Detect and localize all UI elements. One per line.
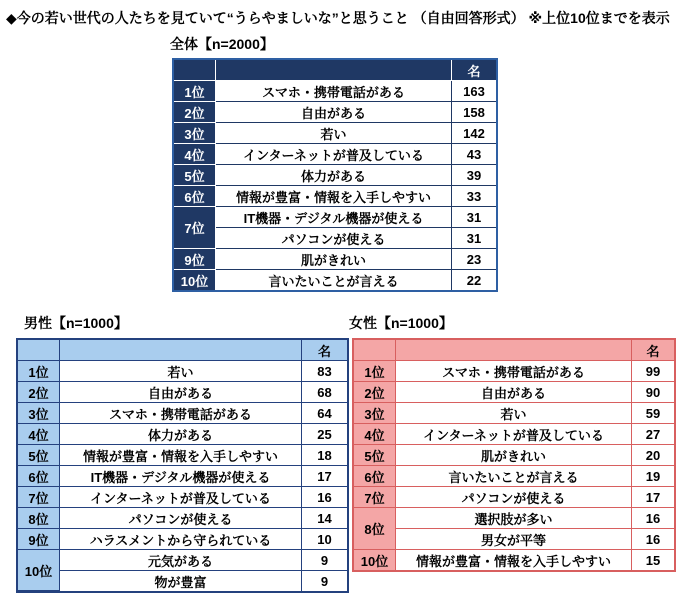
item-cell: スマホ・携帯電話がある <box>60 403 302 424</box>
rank-cell: 4位 <box>18 424 60 445</box>
table-row <box>354 445 674 466</box>
count-cell: 10 <box>302 529 347 550</box>
item-cell: パソコンが使える <box>60 508 302 529</box>
table-row <box>174 228 496 249</box>
table-row <box>354 529 674 550</box>
item-cell: 肌がきれい <box>216 249 452 270</box>
female-table-label: 女性【n=1000】 <box>349 315 453 331</box>
count-cell: 19 <box>632 466 674 487</box>
table-row <box>354 508 674 529</box>
count-cell: 17 <box>302 466 347 487</box>
table-row <box>354 466 674 487</box>
count-cell: 99 <box>632 361 674 382</box>
count-cell: 90 <box>632 382 674 403</box>
count-cell: 9 <box>302 571 347 591</box>
count-cell: 64 <box>302 403 347 424</box>
table-header-row <box>174 60 496 81</box>
table-row <box>18 445 347 466</box>
rank-cell: 4位 <box>354 424 396 445</box>
item-header-cell <box>60 340 302 361</box>
count-cell: 27 <box>632 424 674 445</box>
table-row <box>174 123 496 144</box>
male-table <box>16 338 349 593</box>
item-cell: 体力がある <box>216 165 452 186</box>
rank-cell: 2位 <box>354 382 396 403</box>
item-cell: IT機器・デジタル機器が使える <box>60 466 302 487</box>
count-cell: 33 <box>452 186 496 207</box>
count-cell: 15 <box>632 550 674 570</box>
rank-cell: 4位 <box>174 144 216 165</box>
count-cell: 68 <box>302 382 347 403</box>
count-cell: 39 <box>452 165 496 186</box>
rank-cell: 3位 <box>354 403 396 424</box>
table-row <box>174 270 496 290</box>
item-header-cell <box>396 340 632 361</box>
table-row <box>174 102 496 123</box>
rank-header-cell <box>354 340 396 361</box>
count-cell: 18 <box>302 445 347 466</box>
item-cell: 元気がある <box>60 550 302 571</box>
count-cell: 14 <box>302 508 347 529</box>
item-cell: スマホ・携帯電話がある <box>396 361 632 382</box>
male-table-label: 男性【n=1000】 <box>24 315 128 331</box>
rank-cell: 8位 <box>354 508 396 550</box>
count-cell: 16 <box>632 529 674 550</box>
table-row <box>354 487 674 508</box>
table-row <box>18 403 347 424</box>
table-header-row <box>18 340 347 361</box>
rank-cell: 1位 <box>18 361 60 382</box>
count-cell: 16 <box>302 487 347 508</box>
rank-cell: 6位 <box>18 466 60 487</box>
count-cell: 17 <box>632 487 674 508</box>
item-cell: 若い <box>396 403 632 424</box>
rank-header-cell <box>18 340 60 361</box>
table-row <box>174 249 496 270</box>
count-cell: 22 <box>452 270 496 290</box>
rank-cell: 8位 <box>18 508 60 529</box>
rank-cell: 10位 <box>354 550 396 570</box>
overall-table-label: 全体【n=2000】 <box>170 36 274 52</box>
rank-cell: 5位 <box>18 445 60 466</box>
item-cell: 言いたいことが言える <box>396 466 632 487</box>
table-row <box>174 165 496 186</box>
table-row <box>174 144 496 165</box>
table-row <box>354 361 674 382</box>
table-row <box>174 186 496 207</box>
count-cell: 31 <box>452 207 496 228</box>
rank-cell: 2位 <box>18 382 60 403</box>
count-cell: 142 <box>452 123 496 144</box>
count-cell: 20 <box>632 445 674 466</box>
count-cell: 23 <box>452 249 496 270</box>
item-cell: インターネットが普及している <box>216 144 452 165</box>
rank-cell: 3位 <box>18 403 60 424</box>
rank-cell: 7位 <box>174 207 216 249</box>
rank-cell: 3位 <box>174 123 216 144</box>
item-cell: 自由がある <box>60 382 302 403</box>
count-cell: 25 <box>302 424 347 445</box>
count-cell: 83 <box>302 361 347 382</box>
page-title: ◆今の若い世代の人たちを見ていて“うらやましいな”と思うこと （自由回答形式） ※上位10位までを表示 <box>6 10 670 26</box>
item-cell: スマホ・携帯電話がある <box>216 81 452 102</box>
table-row <box>18 424 347 445</box>
rank-cell: 1位 <box>354 361 396 382</box>
item-cell: IT機器・デジタル機器が使える <box>216 207 452 228</box>
item-cell: 自由がある <box>216 102 452 123</box>
count-cell: 43 <box>452 144 496 165</box>
table-row <box>18 361 347 382</box>
item-cell: 言いたいことが言える <box>216 270 452 290</box>
item-cell: 選択肢が多い <box>396 508 632 529</box>
table-row <box>18 508 347 529</box>
rank-cell: 7位 <box>354 487 396 508</box>
rank-cell: 7位 <box>18 487 60 508</box>
table-row <box>18 382 347 403</box>
table-row <box>354 550 674 570</box>
table-row <box>354 424 674 445</box>
rank-cell: 9位 <box>174 249 216 270</box>
item-cell: 体力がある <box>60 424 302 445</box>
rank-cell: 5位 <box>354 445 396 466</box>
table-row <box>354 382 674 403</box>
table-row <box>18 571 347 591</box>
count-cell: 9 <box>302 550 347 571</box>
table-row <box>18 550 347 571</box>
rank-cell: 6位 <box>354 466 396 487</box>
table-row <box>174 81 496 102</box>
female-table <box>352 338 676 572</box>
table-row <box>18 487 347 508</box>
count-header-cell: 名 <box>452 60 496 81</box>
item-cell: ハラスメントから守られている <box>60 529 302 550</box>
count-cell: 158 <box>452 102 496 123</box>
count-header-cell: 名 <box>632 340 674 361</box>
table-header-row <box>354 340 674 361</box>
item-cell: 若い <box>60 361 302 382</box>
item-cell: 若い <box>216 123 452 144</box>
item-cell: 情報が豊富・情報を入手しやすい <box>396 550 632 570</box>
item-cell: パソコンが使える <box>396 487 632 508</box>
rank-header-cell <box>174 60 216 81</box>
item-cell: 男女が平等 <box>396 529 632 550</box>
rank-cell: 1位 <box>174 81 216 102</box>
item-cell: 自由がある <box>396 382 632 403</box>
rank-cell: 2位 <box>174 102 216 123</box>
item-cell: 物が豊富 <box>60 571 302 591</box>
count-header-cell: 名 <box>302 340 347 361</box>
item-cell: パソコンが使える <box>216 228 452 249</box>
item-cell: 情報が豊富・情報を入手しやすい <box>60 445 302 466</box>
rank-cell: 9位 <box>18 529 60 550</box>
table-row <box>174 207 496 228</box>
item-cell: インターネットが普及している <box>396 424 632 445</box>
overall-table <box>172 58 498 292</box>
item-header-cell <box>216 60 452 81</box>
item-cell: インターネットが普及している <box>60 487 302 508</box>
count-cell: 31 <box>452 228 496 249</box>
table-row <box>18 466 347 487</box>
table-row <box>354 403 674 424</box>
table-row <box>18 529 347 550</box>
count-cell: 59 <box>632 403 674 424</box>
count-cell: 16 <box>632 508 674 529</box>
item-cell: 肌がきれい <box>396 445 632 466</box>
rank-cell: 10位 <box>174 270 216 290</box>
item-cell: 情報が豊富・情報を入手しやすい <box>216 186 452 207</box>
rank-cell: 10位 <box>18 550 60 591</box>
rank-cell: 5位 <box>174 165 216 186</box>
count-cell: 163 <box>452 81 496 102</box>
rank-cell: 6位 <box>174 186 216 207</box>
